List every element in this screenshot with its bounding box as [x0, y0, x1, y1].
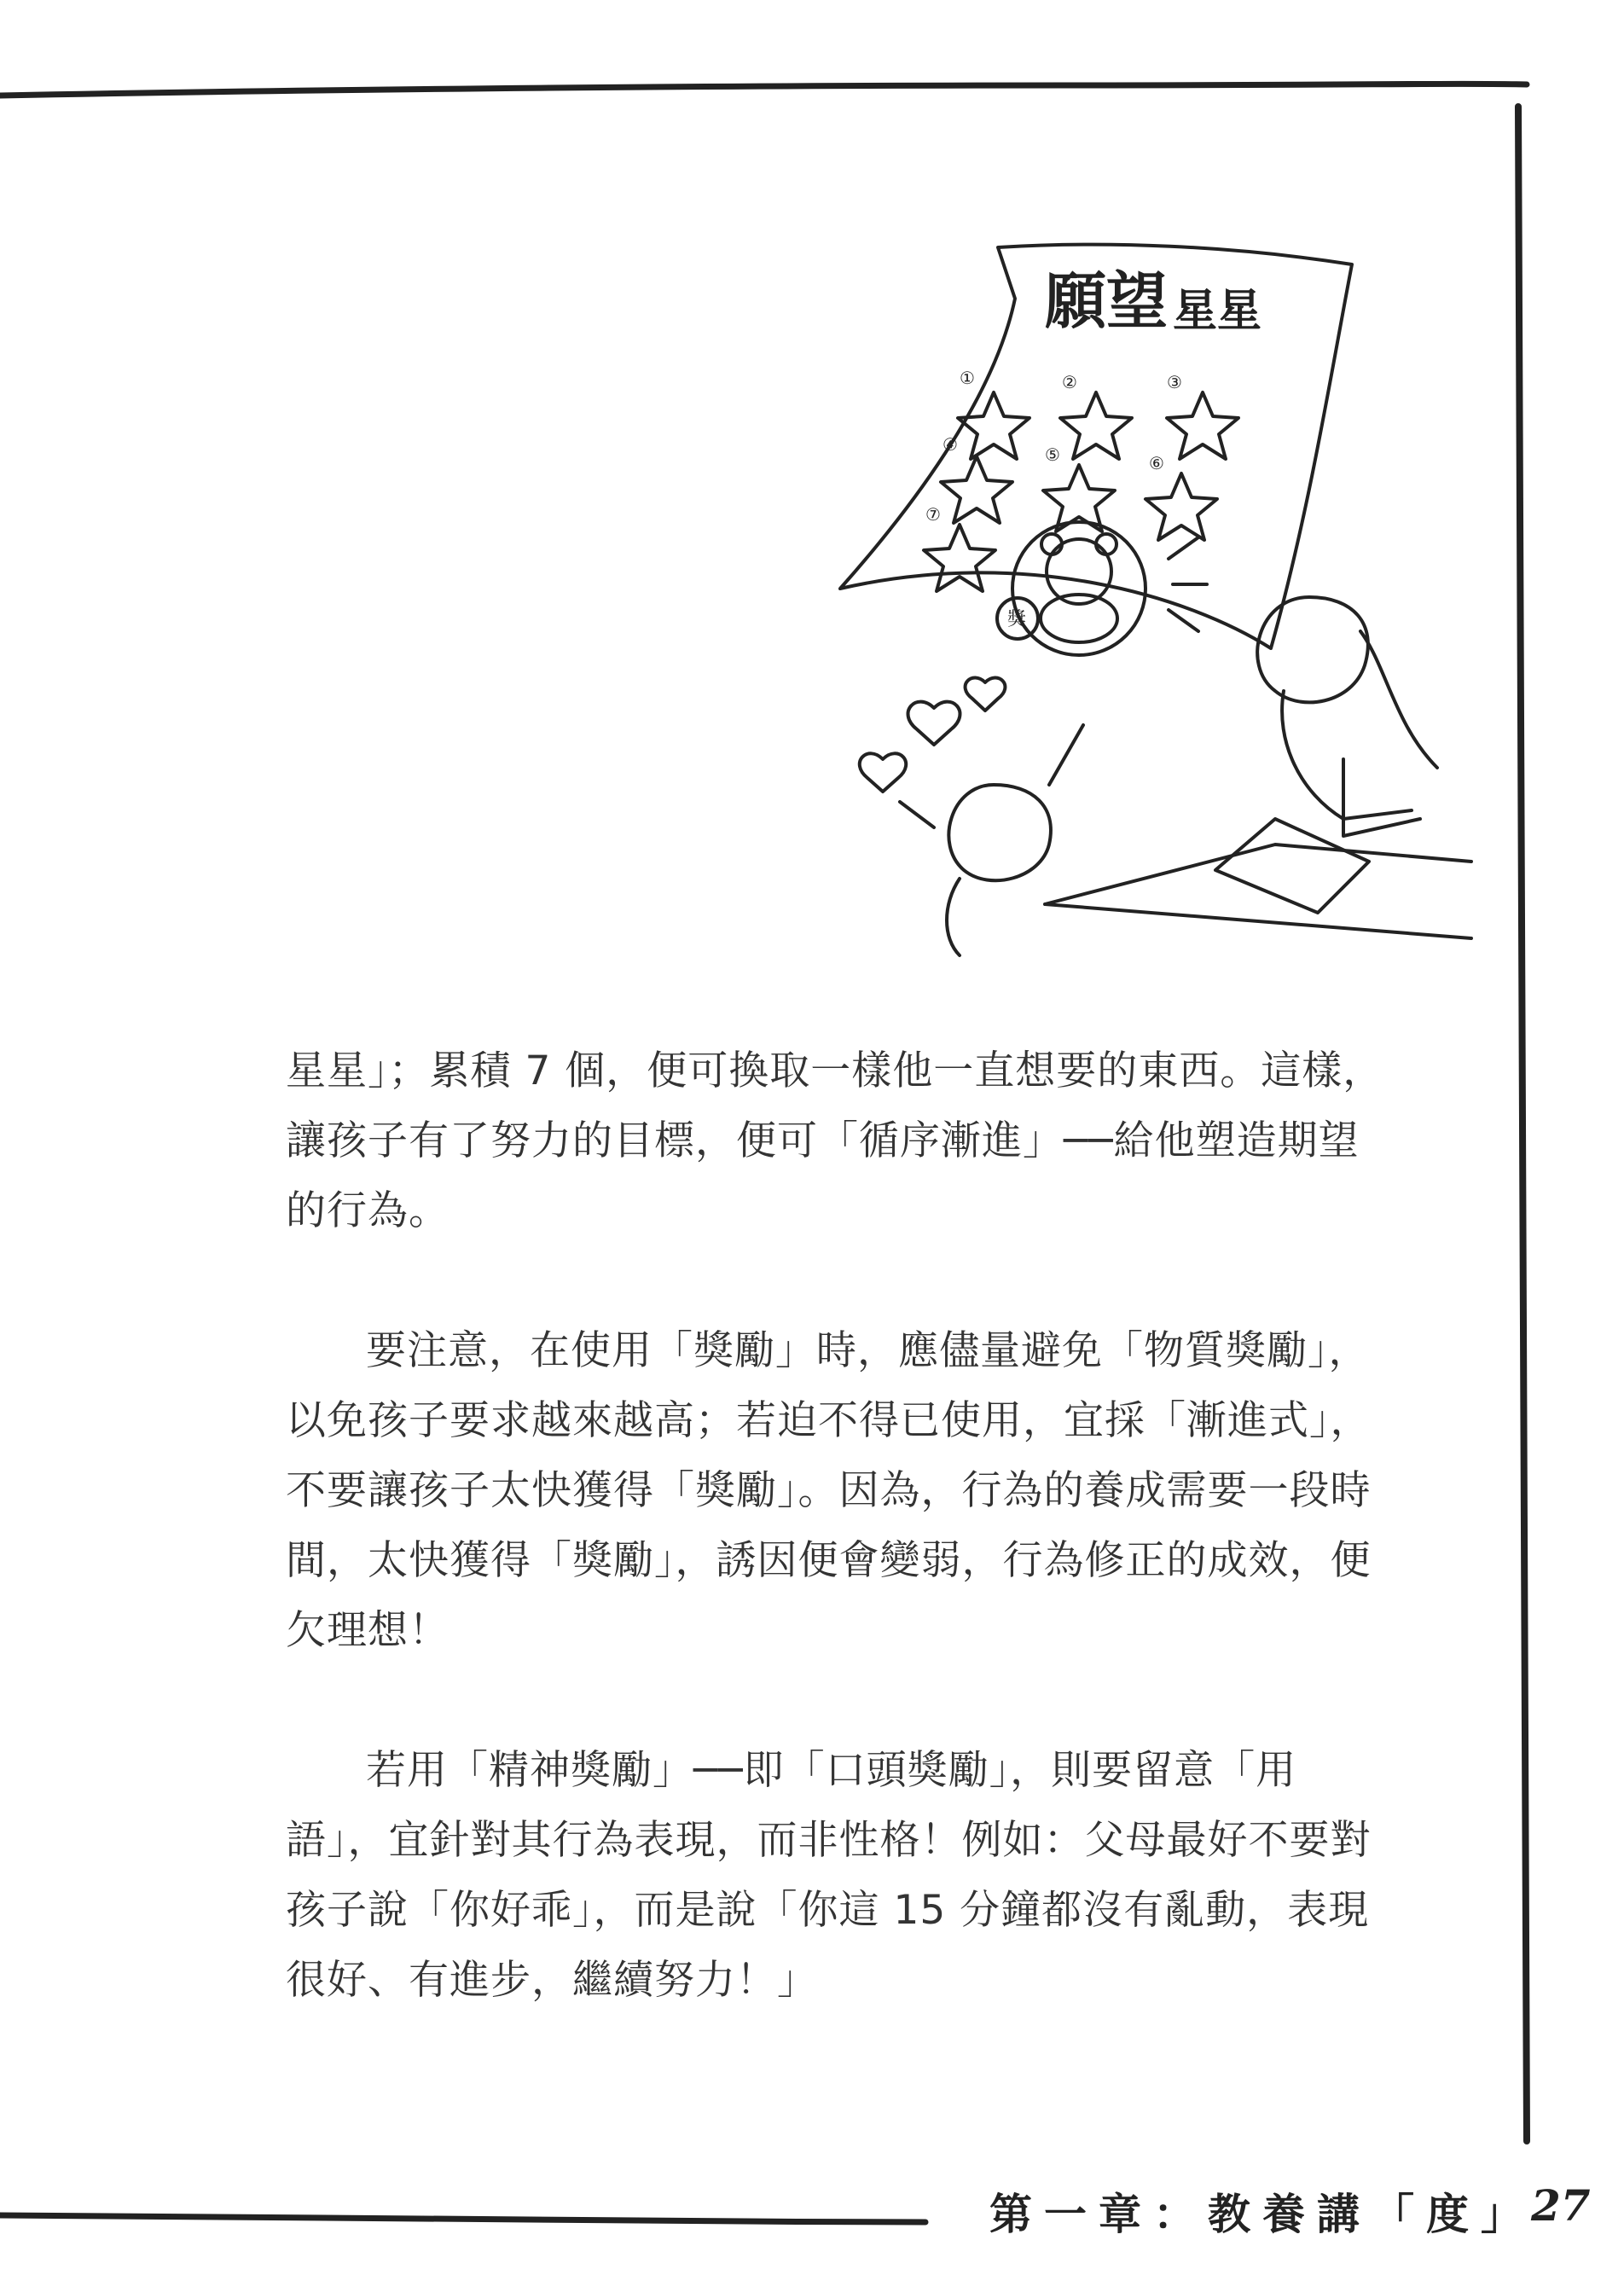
star-icon — [1146, 473, 1217, 540]
paragraph: 要注意，在使用「獎勵」時，應儘量避免「物質獎勵」，以免孩子要求越來越高；若迫不得已使用，宜採「漸進式」，不要讓孩子太快獲得「獎勵」。因為，行為的養成需要一段時間，太快獲得「獎勵」，誘因便會變弱，行為修正的成效，便欠理想！ — [286, 1327, 1372, 1654]
paragraph: 星星」；累積 7 個，便可換取一樣他一直想要的東西。這樣，讓孩子有了努力的目標，便可「循序漸進」──給他塑造期望的行為。 — [286, 1048, 1384, 1234]
frame-bottom-line — [0, 2215, 925, 2222]
heart-icon — [860, 753, 906, 792]
star-icon — [924, 525, 995, 591]
poster-title-main: 願望 — [1045, 264, 1169, 337]
frame-top-line — [0, 84, 1527, 96]
chapter-title: 第一章：教養講「度」 — [989, 2189, 1535, 2239]
poster-title-sub: 星星 — [1173, 285, 1262, 337]
star-icon — [1167, 392, 1238, 459]
prize-label: 獎 — [1007, 609, 1027, 630]
star-icon — [958, 392, 1030, 459]
wish-star-illustration — [832, 230, 1480, 964]
paragraph: 若用「精神獎勵」──即「口頭獎勵」，則要留意「用語」，宜針對其行為表現，而非性格！例如：父母最好不要對孩子說「你好乖」，而是說「你這 15 分鐘都沒有亂動，表現很好、有進步，繼續努力！」 — [286, 1747, 1372, 2004]
mother-figure — [1257, 597, 1368, 702]
star-number: ⑦ — [925, 504, 941, 525]
heart-icon — [908, 702, 960, 745]
star-number: ⑤ — [1045, 444, 1060, 465]
star-number: ④ — [942, 434, 958, 455]
star-number: ② — [1062, 372, 1077, 392]
heart-icon — [966, 678, 1006, 711]
table — [1045, 844, 1471, 938]
body-text — [286, 1036, 1386, 2086]
star-number: ⑥ — [1149, 453, 1164, 473]
page-number: 27 — [1531, 2180, 1591, 2231]
star-icon — [1060, 392, 1132, 459]
star-number: ③ — [1167, 372, 1182, 392]
star-number: ① — [960, 368, 975, 388]
child-figure — [948, 785, 1051, 880]
frame-right-line — [1518, 107, 1527, 2141]
star-icon — [941, 456, 1012, 523]
drawing-paper — [1215, 819, 1369, 913]
